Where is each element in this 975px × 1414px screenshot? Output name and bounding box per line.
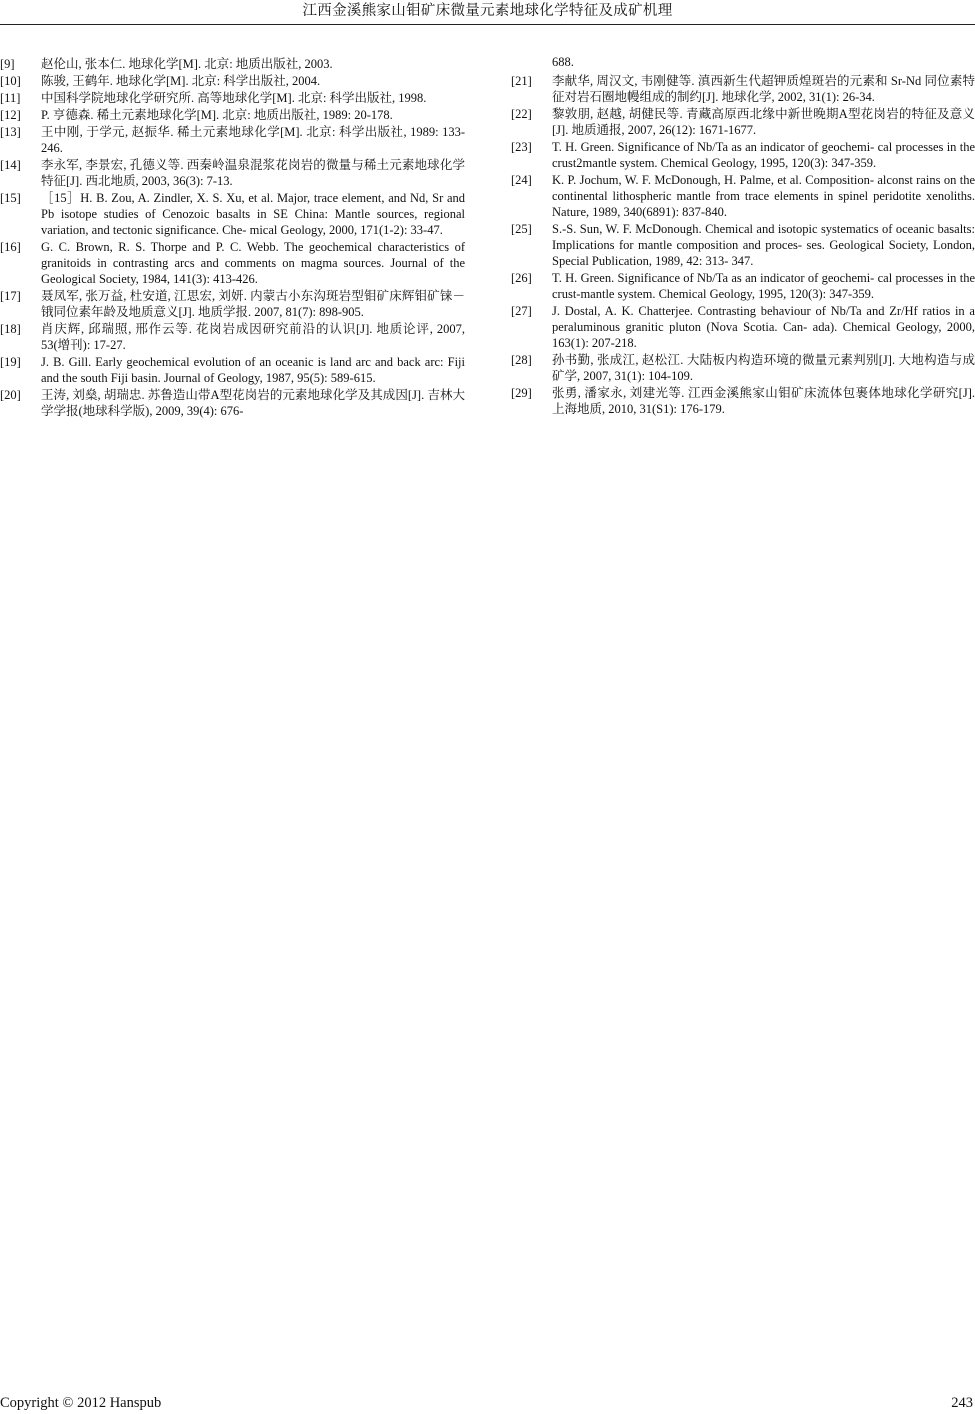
- reference-text: 孙书勤, 张成江, 赵松江. 大陆板内构造环境的微量元素判别[J]. 大地构造与成矿学, 2007, 31(1): 104-109.: [552, 353, 975, 383]
- reference-item: [0, 387, 465, 419]
- reference-item: [511, 352, 975, 384]
- reference-item: [0, 321, 465, 353]
- reference-number: [17]: [0, 289, 21, 303]
- reference-item: [511, 221, 975, 269]
- reference-number: [15]: [0, 191, 21, 205]
- reference-item: [0, 190, 465, 238]
- header-rule: [0, 24, 975, 25]
- reference-number: [13]: [0, 125, 21, 139]
- reference-text: ［15］H. B. Zou, A. Zindler, X. S. Xu, et al. Major, trace element, and Nd, Sr and Pb isotope studies of Cenozoic basalts in SE China: Mantle sources, regional variation, and tectonic significance. Che- mical Geology, 2000, 171(1-2): 33-47.: [41, 191, 465, 237]
- reference-item: [511, 303, 975, 351]
- reference-text: T. H. Green. Significance of Nb/Ta as an indicator of geochemi- cal processes in the crust-mantle system. Chemical Geology, 1995, 120(3): 347-359.: [552, 271, 975, 301]
- reference-number: [23]: [511, 140, 532, 154]
- references-right-column: [511, 54, 975, 418]
- reference-number: [12]: [0, 108, 21, 122]
- reference-item: [511, 139, 975, 171]
- reference-text: 王中刚, 于学元, 赵振华. 稀土元素地球化学[M]. 北京: 科学出版社, 1989: 133-246.: [41, 125, 465, 155]
- reference-item: [511, 270, 975, 302]
- reference-item: [0, 73, 465, 89]
- reference-text: J. Dostal, A. K. Chatterjee. Contrasting behaviour of Nb/Ta and Zr/Hf ratios in a peraluminous granitic pluton (Nova Scotia. Can- ada). Chemical Geology, 2000, 163(1): 207-218.: [552, 304, 975, 350]
- reference-item: [0, 56, 465, 72]
- reference-text: 黎敦朋, 赵越, 胡健民等. 青藏高原西北缘中新世晚期A型花岗岩的特征及意义[J]. 地质通报, 2007, 26(12): 1671-1677.: [552, 107, 975, 137]
- reference-number: [20]: [0, 388, 21, 402]
- reference-number: [9]: [0, 57, 15, 71]
- reference-text: 陈骏, 王鹤年. 地球化学[M]. 北京: 科学出版社, 2004.: [41, 74, 321, 88]
- reference-number: [14]: [0, 158, 21, 172]
- reference-item: [0, 354, 465, 386]
- reference-item: [511, 106, 975, 138]
- reference-text: 李献华, 周汉文, 韦刚健等. 滇西新生代超钾质煌斑岩的元素和 Sr-Nd 同位素特征对岩石圈地幔组成的制约[J]. 地球化学, 2002, 31(1): 26-34.: [552, 74, 975, 104]
- reference-text: 张勇, 潘家永, 刘建光等. 江西金溪熊家山钼矿床流体包裹体地球化学研究[J]. 上海地质, 2010, 31(S1): 176-179.: [552, 386, 975, 416]
- reference-item: [0, 90, 465, 106]
- reference-number: [18]: [0, 322, 21, 336]
- reference-text: 王涛, 刘燊, 胡瑞忠. 苏鲁造山带A型花岗岩的元素地球化学及其成因[J]. 吉林大学学报(地球科学版), 2009, 39(4): 676-: [41, 388, 465, 418]
- reference-number: [21]: [511, 74, 532, 88]
- reference-number: [26]: [511, 271, 532, 285]
- reference-text: 赵伦山, 张本仁. 地球化学[M]. 北京: 地质出版社, 2003.: [41, 57, 333, 71]
- reference-text: 李永军, 李景宏, 孔德义等. 西秦岭温泉混浆花岗岩的微量与稀土元素地球化学特征[J]. 西北地质, 2003, 36(3): 7-13.: [41, 158, 465, 188]
- reference-item: [0, 239, 465, 287]
- reference-number: [29]: [511, 386, 532, 400]
- reference-number: [27]: [511, 304, 532, 318]
- reference-item: [511, 73, 975, 105]
- reference-number: [11]: [0, 91, 21, 105]
- reference-continuation: 688.: [552, 55, 574, 69]
- reference-number: [19]: [0, 355, 21, 369]
- reference-number: [24]: [511, 173, 532, 187]
- references-left-column: [0, 56, 465, 420]
- reference-number: [28]: [511, 353, 532, 367]
- reference-number: [10]: [0, 74, 21, 88]
- reference-number: [25]: [511, 222, 532, 236]
- reference-item: [511, 385, 975, 417]
- reference-item: [0, 107, 465, 123]
- reference-text: S.-S. Sun, W. F. McDonough. Chemical and isotopic systematics of oceanic basalts: Implications for mantle composition and proces- ses. Geological Society, London, Special Publication, 1989, 42: 313- 347.: [552, 222, 975, 268]
- reference-item: [0, 288, 465, 320]
- reference-text: 中国科学院地球化学研究所. 高等地球化学[M]. 北京: 科学出版社, 1998.: [41, 91, 427, 105]
- reference-number: [22]: [511, 107, 532, 121]
- copyright-notice: Copyright © 2012 Hanspub: [0, 1395, 162, 1411]
- reference-text: 聂凤军, 张万益, 杜安道, 江思宏, 刘妍. 内蒙古小东沟斑岩型钼矿床辉钼矿铼－锇同位素年龄及地质意义[J]. 地质学报. 2007, 81(7): 898-905.: [41, 289, 465, 319]
- reference-text: T. H. Green. Significance of Nb/Ta as an indicator of geochemi- cal processes in the crust2mantle system. Chemical Geology, 1995, 120(3): 347-359.: [552, 140, 975, 170]
- reference-number: [16]: [0, 240, 21, 254]
- reference-text: J. B. Gill. Early geochemical evolution of an oceanic is land arc and back arc: Fiji and the south Fiji basin. Journal of Geology, 1987, 95(5): 589-615.: [41, 355, 465, 385]
- reference-item: [511, 172, 975, 220]
- reference-item: [0, 124, 465, 156]
- running-header: 江西金溪熊家山钼矿床微量元素地球化学特征及成矿机理: [302, 3, 673, 19]
- reference-text: P. 亨德森. 稀土元素地球化学[M]. 北京: 地质出版社, 1989: 20-178.: [41, 108, 393, 122]
- reference-text: 肖庆辉, 邱瑞照, 邢作云等. 花岗岩成因研究前沿的认识[J]. 地质论评, 2007, 53(增刊): 17-27.: [41, 322, 465, 352]
- page-number: 243: [951, 1395, 973, 1411]
- reference-item: [0, 157, 465, 189]
- reference-text: G. C. Brown, R. S. Thorpe and P. C. Webb. The geochemical characteristics of granitoids in contrasting arcs and comments on magma sources. Journal of the Geological Society, 1984, 141(3): 413-426.: [41, 240, 465, 286]
- reference-text: K. P. Jochum, W. F. McDonough, H. Palme, et al. Composition- alconst rains on the continental lithospheric mantle from trace elements in spinel peridotite xenoliths. Nature, 1989, 340(6891): 837-840.: [552, 173, 975, 219]
